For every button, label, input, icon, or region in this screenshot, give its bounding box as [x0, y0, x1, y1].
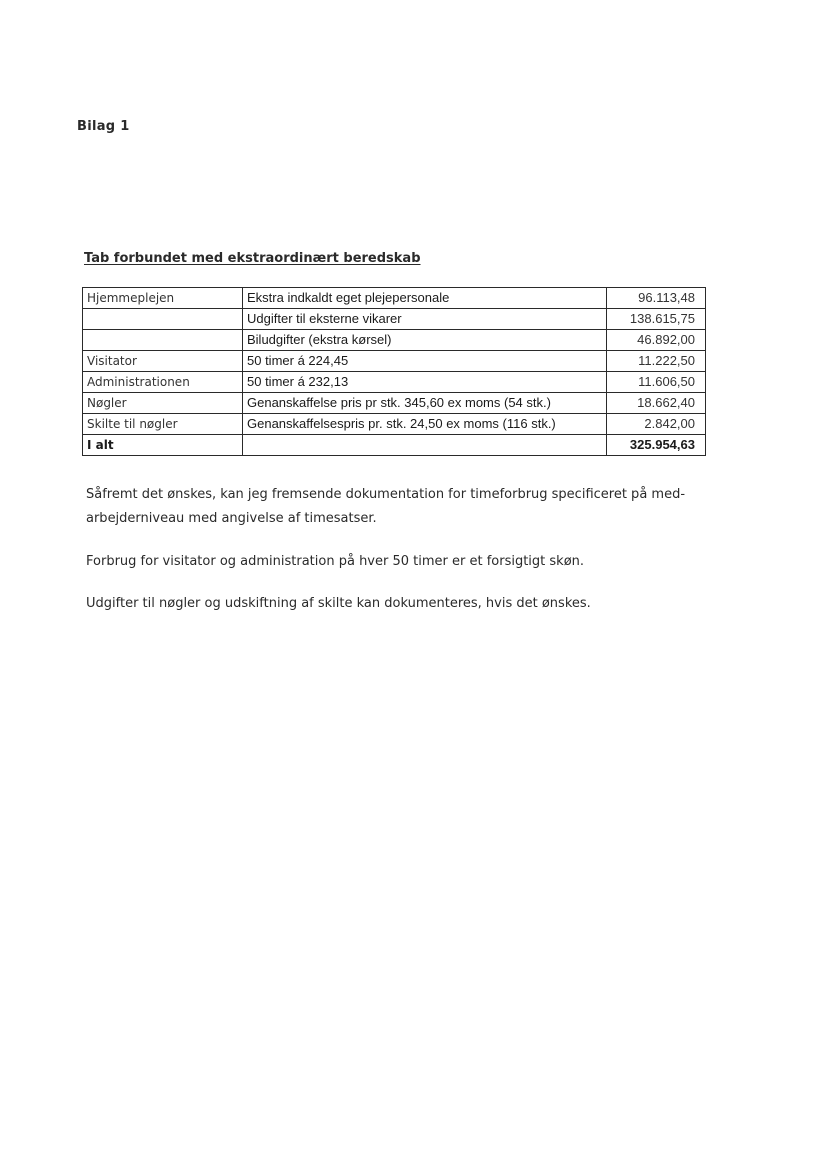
description-cell: Biludgifter (ekstra kørsel) [243, 330, 607, 351]
keys-paragraph: Udgifter til nøgler og udskiftning af skilte kan dokumenteres, hvis det ønskes. [86, 596, 591, 611]
table-row [83, 330, 706, 351]
total-label-cell: I alt [83, 435, 243, 456]
description-cell: Genanskaffelse pris pr stk. 345,60 ex moms (54 stk.) [243, 393, 607, 414]
amount-cell: 11.222,50 [607, 351, 706, 372]
table-row [83, 414, 706, 435]
table-row [83, 393, 706, 414]
table-row [83, 309, 706, 330]
total-description-cell [243, 435, 607, 456]
amount-cell: 2.842,00 [607, 414, 706, 435]
table-row [83, 372, 706, 393]
unit-cell: Hjemmeplejen [83, 288, 243, 309]
unit-cell: Skilte til nøgler [83, 414, 243, 435]
amount-cell: 11.606,50 [607, 372, 706, 393]
total-row [83, 435, 706, 456]
cost-table [82, 287, 706, 456]
amount-cell: 138.615,75 [607, 309, 706, 330]
estimate-paragraph: Forbrug for visitator og administration på hver 50 timer er et forsigtigt skøn. [86, 554, 585, 569]
appendix-label: Bilag 1 [77, 119, 130, 134]
unit-cell: Administrationen [83, 372, 243, 393]
total-amount-cell: 325.954,63 [607, 435, 706, 456]
section-title: Tab forbundet med ekstraordinært beredskab [84, 251, 421, 266]
amount-cell: 46.892,00 [607, 330, 706, 351]
description-cell: Udgifter til eksterne vikarer [243, 309, 607, 330]
unit-cell: Nøgler [83, 393, 243, 414]
unit-cell [83, 309, 243, 330]
description-cell: 50 timer á 224,45 [243, 351, 607, 372]
description-cell: 50 timer á 232,13 [243, 372, 607, 393]
table-row [83, 351, 706, 372]
description-cell: Ekstra indkaldt eget plejepersonale [243, 288, 607, 309]
amount-cell: 96.113,48 [607, 288, 706, 309]
unit-cell [83, 330, 243, 351]
table-row [83, 288, 706, 309]
unit-cell: Visitator [83, 351, 243, 372]
documentation-paragraph: Såfremt det ønskes, kan jeg fremsende dokumentation for timeforbrug specificeret på med-arbejderniveau med angivelse af timesatser. [86, 487, 686, 526]
description-cell: Genanskaffelsespris pr. stk. 24,50 ex moms (116 stk.) [243, 414, 607, 435]
amount-cell: 18.662,40 [607, 393, 706, 414]
